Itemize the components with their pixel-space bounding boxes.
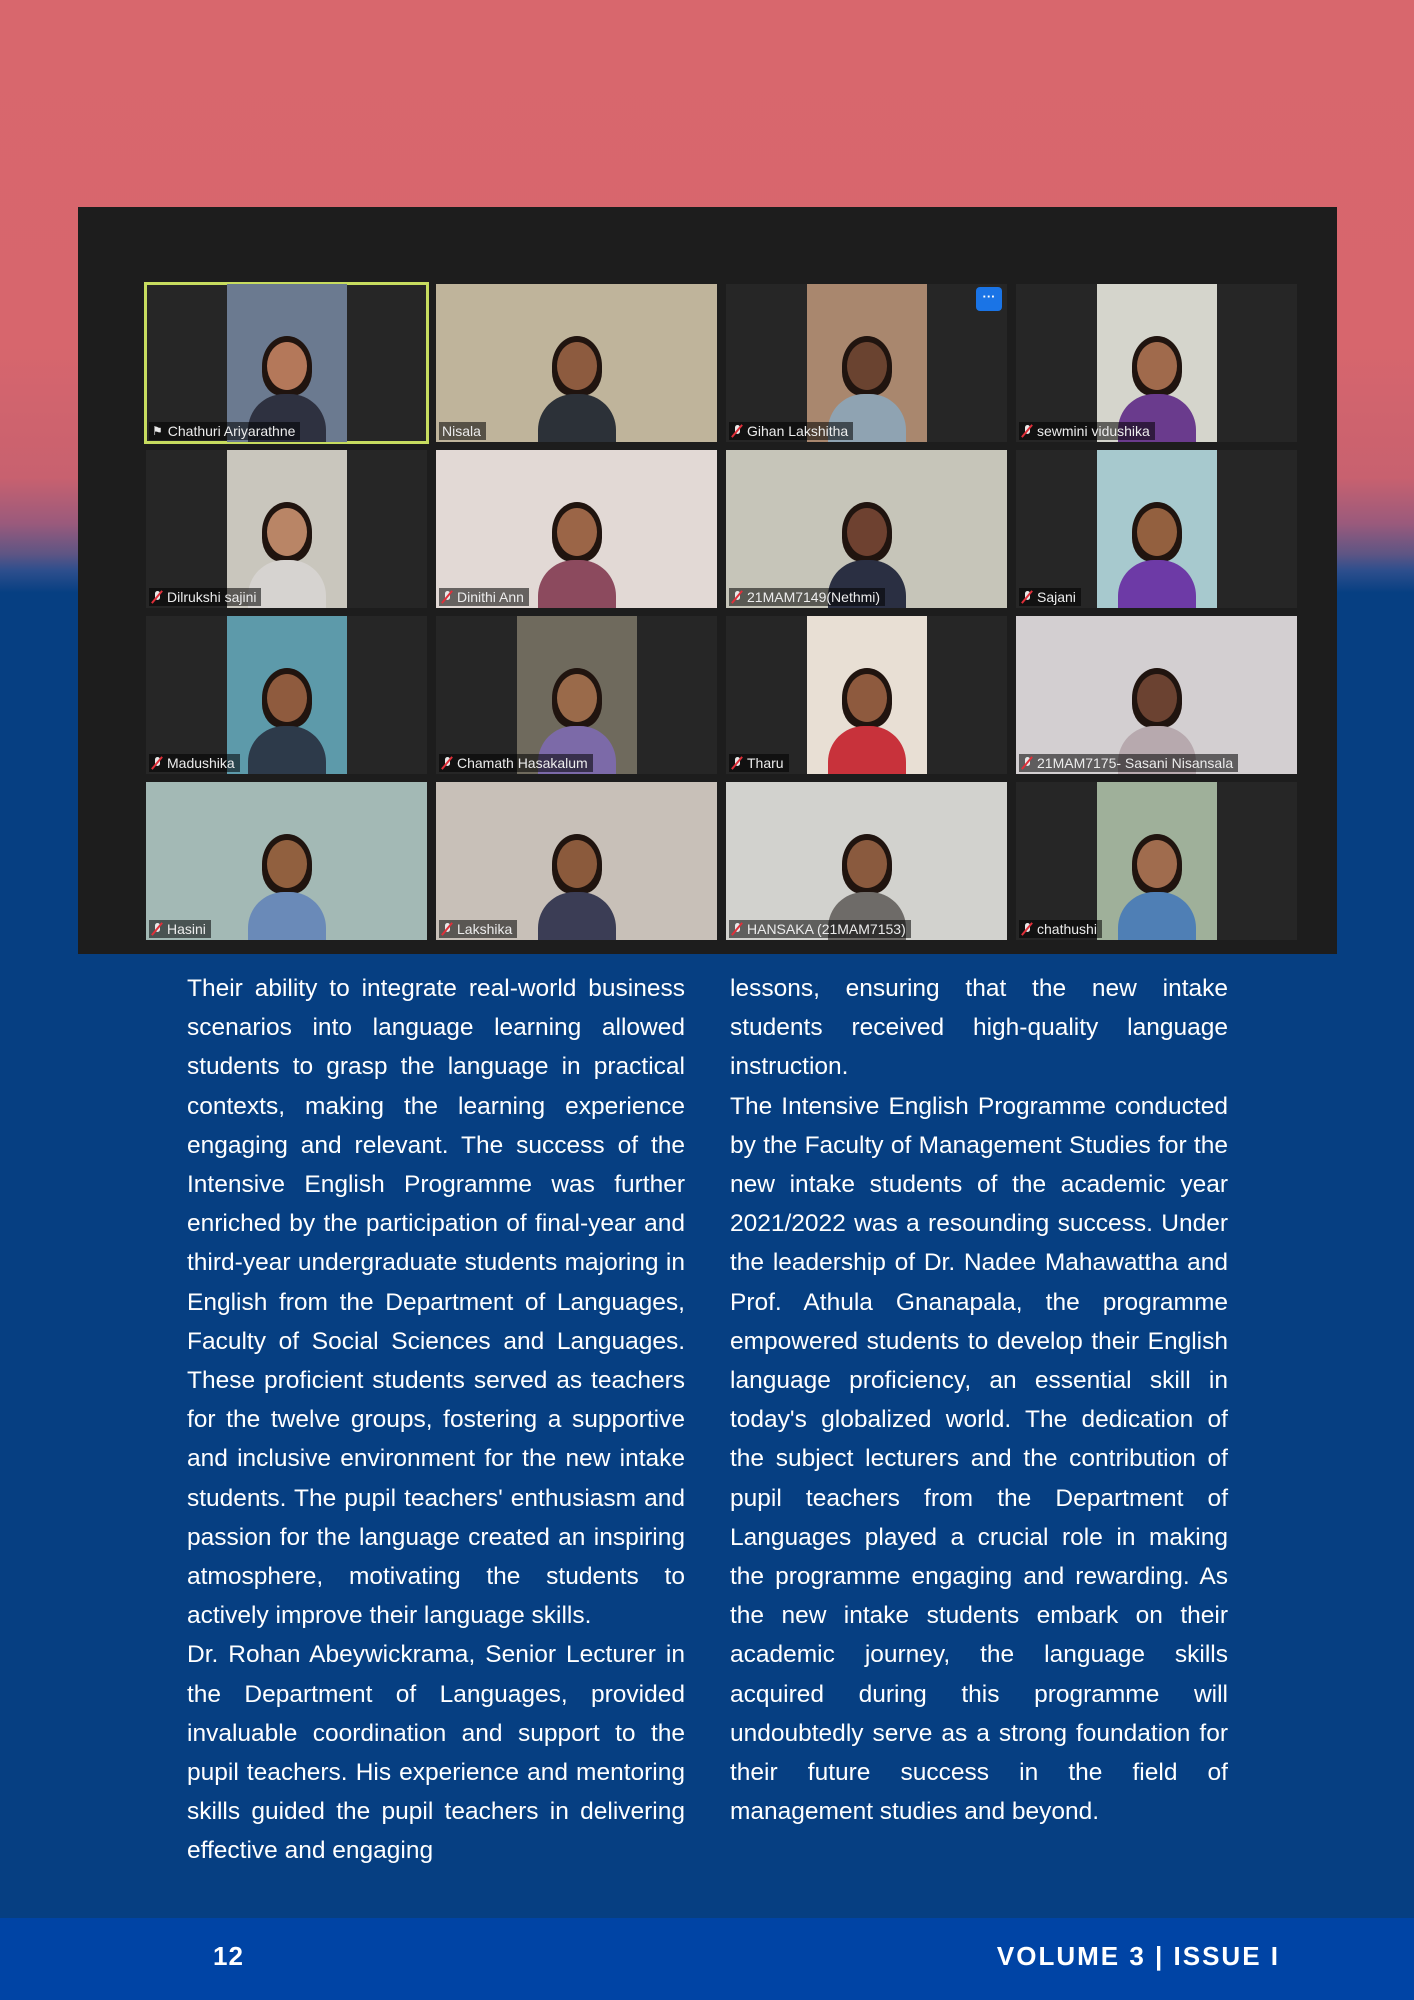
- participant-tile[interactable]: [726, 782, 1007, 940]
- participant-figure: [248, 830, 326, 940]
- muted-mic-icon: [152, 590, 162, 604]
- participant-video: [1097, 284, 1217, 442]
- muted-mic-icon: [1022, 424, 1032, 438]
- participant-tile[interactable]: [726, 616, 1007, 774]
- participant-video: [517, 616, 637, 774]
- participant-nameplate: [729, 588, 885, 606]
- participant-video: [726, 450, 1007, 608]
- participant-nameplate: [439, 422, 486, 440]
- participant-figure: [538, 830, 616, 940]
- participant-video: [436, 450, 717, 608]
- participant-nameplate: [439, 588, 529, 606]
- participant-figure: [828, 664, 906, 774]
- page-number: 12: [213, 1941, 244, 1971]
- participant-name: Madushika: [167, 755, 235, 771]
- muted-mic-icon: [442, 922, 452, 936]
- participant-nameplate: [1019, 422, 1155, 440]
- participant-video: [1097, 782, 1217, 940]
- footer-bar: [0, 1918, 1414, 2000]
- participant-nameplate: [149, 422, 300, 440]
- participant-nameplate: [439, 920, 517, 938]
- participant-name: sewmini vidushika: [1037, 423, 1150, 439]
- pin-icon: ⚑: [152, 424, 163, 438]
- participant-tile[interactable]: [1016, 782, 1297, 940]
- participant-nameplate: [149, 588, 261, 606]
- participant-name: Lakshika: [457, 921, 513, 937]
- participant-tile[interactable]: [1016, 450, 1297, 608]
- muted-mic-icon: [442, 590, 452, 604]
- article-body: [187, 969, 1228, 1871]
- muted-mic-icon: [152, 756, 162, 770]
- participant-nameplate: [1019, 754, 1238, 772]
- participant-tile[interactable]: [146, 450, 427, 608]
- participant-name: Chathuri Ariyarathne: [167, 423, 296, 439]
- muted-mic-icon: [732, 756, 742, 770]
- muted-mic-icon: [732, 424, 742, 438]
- participant-tile[interactable]: [146, 616, 427, 774]
- participant-video: [227, 616, 347, 774]
- muted-mic-icon: [1022, 756, 1032, 770]
- participant-video: [807, 616, 927, 774]
- participant-video: [436, 284, 717, 442]
- participant-video: [146, 782, 427, 940]
- participant-nameplate: [149, 754, 240, 772]
- issue-label: VOLUME 3 | ISSUE I: [996, 1941, 1280, 1971]
- participant-name: Sajani: [1037, 589, 1076, 605]
- participant-tile[interactable]: [436, 616, 717, 774]
- paragraph: Dr. Rohan Abeywickrama, Senior Lecturer in the Department of Languages, provided invaluable coordination and support to the pupil teachers. His experience and mentoring skills guided the pupil teachers in delivering effective and engaging: [187, 1641, 685, 1865]
- participant-nameplate: [439, 754, 593, 772]
- participant-tile[interactable]: [146, 284, 427, 442]
- participant-nameplate: [729, 754, 789, 772]
- participant-name: HANSAKA (21MAM7153): [747, 921, 906, 937]
- participant-nameplate: [149, 920, 211, 938]
- participant-name: Dinithi Ann: [457, 589, 524, 605]
- participant-video: [227, 284, 347, 442]
- left-column: [187, 969, 685, 1871]
- participant-video: [1016, 616, 1297, 774]
- paragraph: lessons, ensuring that the new intake students received high-quality language instruction.: [730, 975, 1228, 1081]
- participant-name: 21MAM7149(Nethmi): [747, 589, 881, 605]
- participant-name: Nisala: [442, 423, 481, 439]
- participant-video: [227, 450, 347, 608]
- participant-figure: [248, 664, 326, 774]
- muted-mic-icon: [1022, 590, 1032, 604]
- muted-mic-icon: [732, 922, 742, 936]
- participant-nameplate: [729, 920, 911, 938]
- muted-mic-icon: [1022, 922, 1032, 936]
- muted-mic-icon: [442, 756, 452, 770]
- muted-mic-icon: [732, 590, 742, 604]
- muted-mic-icon: [152, 922, 162, 936]
- paragraph: The Intensive English Programme conducted by the Faculty of Management Studies for the new intake students of the academic year 2021/2022 was a resounding success. Under the leadership of Dr. Nadee Mahawattha and Prof. Athula Gnanapala, the programme empowered students to develop their English language proficiency, an essential skill in today's globalized world. The dedication of the subject lecturers and the contribution of pupil teachers from the Department of Languages played a crucial role in making the programme engaging and rewarding. As the new intake students embark on their academic journey, the language skills acquired during this programme will undoubtedly serve as a strong foundation for their future success in the field of management studies and beyond.: [730, 1092, 1228, 1826]
- participant-name: Gihan Lakshitha: [747, 423, 849, 439]
- participant-video: [807, 284, 927, 442]
- participant-nameplate: [729, 422, 853, 440]
- participant-nameplate: [1019, 588, 1081, 606]
- participant-video: [436, 782, 717, 940]
- participant-figure: [538, 332, 616, 442]
- participant-tile[interactable]: [436, 450, 717, 608]
- participant-name: Hasini: [167, 921, 206, 937]
- participant-tile[interactable]: [436, 782, 717, 940]
- right-column: [730, 969, 1228, 1871]
- participant-grid: [146, 284, 1297, 942]
- participant-figure: [538, 498, 616, 608]
- participant-video: [726, 782, 1007, 940]
- participant-tile[interactable]: [1016, 616, 1297, 774]
- participant-tile[interactable]: [436, 284, 717, 442]
- participant-video: [1097, 450, 1217, 608]
- more-options-button[interactable]: ···: [976, 287, 1002, 311]
- participant-name: Tharu: [747, 755, 784, 771]
- participant-figure: [1118, 830, 1196, 940]
- participant-tile[interactable]: [146, 782, 427, 940]
- participant-name: Chamath Hasakalum: [457, 755, 588, 771]
- participant-name: chathushi: [1037, 921, 1097, 937]
- participant-tile[interactable]: [1016, 284, 1297, 442]
- participant-tile[interactable]: [726, 284, 1007, 442]
- participant-figure: [1118, 498, 1196, 608]
- participant-tile[interactable]: [726, 450, 1007, 608]
- paragraph: Their ability to integrate real-world business scenarios into language learning allowed students to grasp the language in practical contexts, making the learning experience engaging and relevant. The success of the Intensive English Programme was further enriched by the participation of final-year and third-year undergraduate students majoring in English from the Department of Languages, Faculty of Social Sciences and Languages. These proficient students served as teachers for the twelve groups, fostering a supportive and inclusive environment for the new intake students. The pupil teachers' enthusiasm and passion for the language created an inspiring atmosphere, motivating the students to actively improve their language skills.: [187, 975, 685, 1630]
- participant-name: 21MAM7175- Sasani Nisansala: [1037, 755, 1234, 771]
- participant-nameplate: [1019, 920, 1102, 938]
- participant-name: Dilrukshi sajini: [167, 589, 257, 605]
